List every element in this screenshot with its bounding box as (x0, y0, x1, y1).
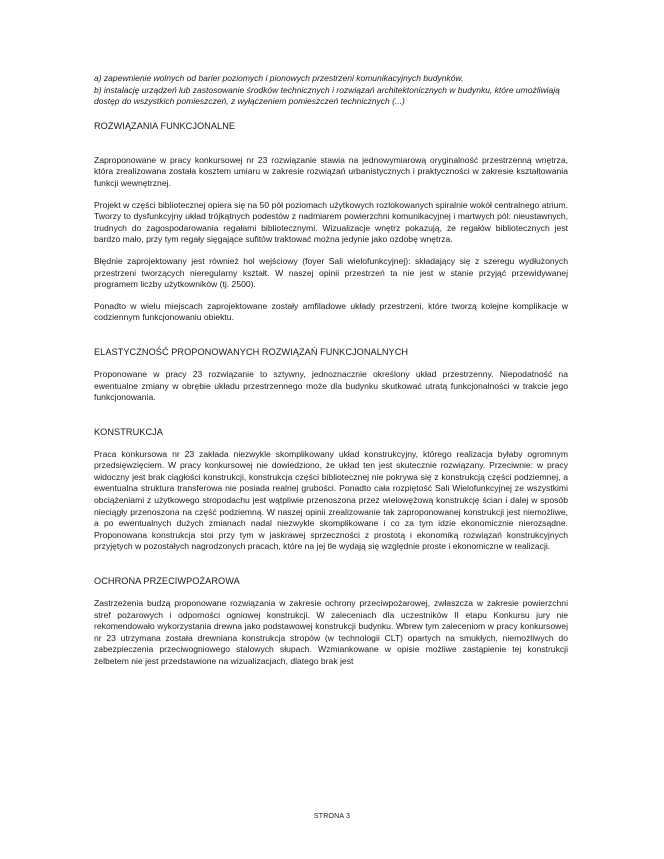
paragraph: Zastrzeżenia budzą proponowane rozwiązania w zakresie ochrony przeciwpożarowej, zwłaszcza w zakresie powierzchni stref pożarowych i odporności ogniowej konstrukcji. W zaleceniach dla uczestników II etapu Konkursu jury nie rekomendowało wykorzystania drewna jako podstawowej konstrukcji budynku. Wbrew tym zaleceniom w pracy konkursowej nr 23 utrzymana została drewniana konstrukcja stropów (w technologii CLT) opartych na smukłych, niemożliwych do zabezpieczenia przeciwogniowego stalowych słupach. Wzmiankowane w opisie możliwe zastąpienie tej konstrukcji żelbetem nie jest przedstawione na wizualizacjach, dlatego brak jest (94, 598, 568, 666)
section-fire-protection (94, 575, 568, 668)
paragraph: Błędnie zaprojektowany jest również hol wejściowy (foyer Sali wielofunkcyjnej): składający się z szeregu wydłużonych przestrzeni tworzących nieregularny kształt. W naszej opinii przestrzeń ta nie jest w stanie przyjąć przewidywanej programem liczby użytkowników (tj. 2500). (94, 255, 568, 290)
section-construction (94, 426, 568, 553)
page-number: STRONA 3 (313, 813, 351, 820)
section-heading: ELASTYCZNOŚĆ PROPONOWANYCH ROZWIĄZAŃ FUNKCJONALNYCH (94, 346, 409, 357)
paragraph: Projekt w części bibliotecznej opiera się na 50 pół poziomach użytkowych rozlokowanych spiralnie wokół centralnego atrium. Tworzy to dysfunkcyjny układ trójkątnych podestów z nadmiarem powierzchni komunikacyjnej i martwych pól: nieustawnych, trudnych do zagospodarowania regałami bibliotecznymi. Wizualizacje wnętrz pokazują, że regałów bibliotecznych jest bardzo mało, przy tym regały sięgające sufitów traktować można jedynie jako ozdobę wnętrza. (94, 199, 568, 245)
intro-line-b: b) instalację urządzeń lub zastosowanie środków technicznych i rozwiązań architektonicznych w budynku, które umożliwiają dostęp do wszystkich pomieszczeń, z wyłączeniem pomieszczeń technicznych (...) (94, 84, 560, 107)
section-heading: KONSTRUKCJA (94, 426, 163, 437)
paragraph: Proponowane w pracy 23 rozwiązanie to sztywny, jednoznacznie określony układ przestrzenny. Niepodatność na ewentualne zmiany w obrębie układu przestrzennego może dla budynku skutkować utratą funkcjonalności w trakcie jego funkcjonowania. (94, 368, 568, 403)
document-page (94, 73, 568, 678)
section-functional-solutions (94, 120, 568, 324)
paragraph: Praca konkursowa nr 23 zakłada niezwykle skomplikowany układ konstrukcyjny, którego realizacja byłaby ogromnym przedsięwzięciem. W pracy konkursowej nie dowiedziono, że układ ten jest skutecznie rozwiązany. Przeciwnie: w pracy widoczny jest brak ciągłości konstrukcji, konstrukcja części bibliotecznej nie pokrywa się z konstrukcją części podziemnej, a ewentualna struktura transferowa nie posiada realnej grubości. Ponadto cała rozpiętość Sali Wielofunkcyjnej ze wszystkimi obciążeniami z użytkowego stropodachu jest wątpliwie przenoszona przez wielowężową konstrukcję ścian i dalej w sposób nieciągły przenoszona na część podziemną. W naszej opinii zrealizowanie tak zaproponowanej konstrukcji jest niemożliwe, a po ewentualnych dużych zmianach nadal niezwykle skomplikowane i co za tym idzie ekonomicznie nierozsądne. Proponowana konstrukcja stoi przy tym w jaskrawej sprzeczności z prostotą i ekonomiką rozwiązań konstrukcyjnych przyjętych w pozostałych nagrodzonych pracach, które na jej tle wydają się względnie proste i ekonomiczne w realizacji. (94, 448, 568, 552)
intro-quote (94, 73, 568, 108)
paragraph: Ponadto w wielu miejscach zaprojektowane zostały amfiladowe układy przestrzeni, które tworzą kolejne komplikacje w codziennym funkcjonowaniu obiektu. (94, 300, 568, 323)
section-heading: OCHRONA PRZECIWPOŻAROWA (94, 576, 240, 587)
section-heading: ROZWIĄZANIA FUNKCJONALNE (94, 120, 236, 131)
paragraph: Zaproponowane w pracy konkursowej nr 23 rozwiązanie stawia na jednowymiarową oryginalność przestrzenną wnętrza, która zrealizowana została kosztem umiaru w zakresie rozwiązań urbanistycznych i praktyczności w zakresie kształtowania funkcji wewnętrznej. (94, 154, 568, 188)
intro-line-a: a) zapewnienie wolnych od barier poziomych i pionowych przestrzeni komunikacyjnych budynków, (94, 73, 464, 83)
section-flexibility (94, 346, 568, 404)
